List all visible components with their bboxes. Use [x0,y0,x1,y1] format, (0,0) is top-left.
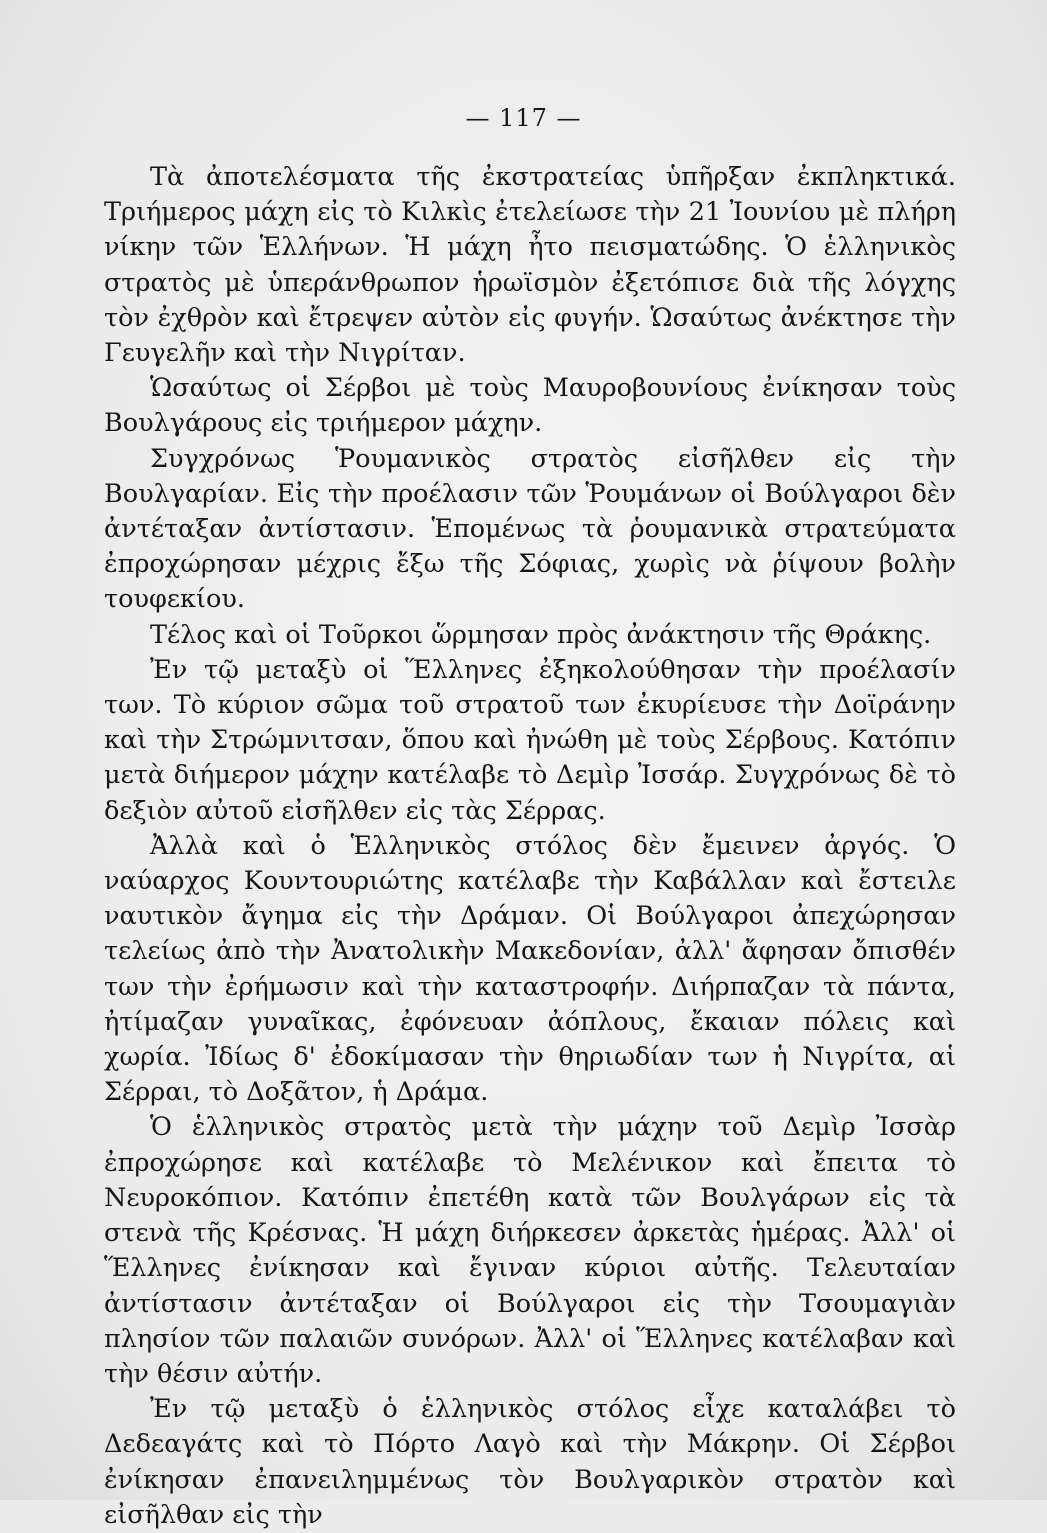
page-number: — 117 — [465,104,582,132]
paragraph-7: Ὁ ἑλληνικὸς στρατὸς μετὰ τὴν μάχην τοῦ Δεμὶρ Ἰσσὰρ ἐπροχώρησε καὶ κατέλαβε τὸ Μελένικον καὶ ἔπειτα τὸ Νευροκόπιον. Κατόπιν ἐπετέθη κατὰ τῶν Βουλγάρων εἰς τὰ στενὰ τῆς Κρέσνας. Ἡ μάχη διήρκεσεν ἀρκετὰς ἡμέρας. Ἀλλ' οἱ Ἕλληνες ἐνίκησαν καὶ ἔγιναν κύριοι αὐτῆς. Τελευταίαν ἀντίστασιν ἀντέταξαν οἱ Βούλγαροι εἰς τὴν Τσουμαγιὰν πλησίον τῶν παλαιῶν συνόρων. Ἀλλ' οἱ Ἕλληνες κατέλαβαν καὶ τὴν θέσιν αὐτήν. [104,1112,956,1389]
paragraph-3: Συγχρόνως Ῥουμανικὸς στρατὸς εἰσῆλθεν εἰς τὴν Βουλγαρίαν. Εἰς τὴν προέλασιν τῶν Ῥουμάνων οἱ Βούλγαροι δὲν ἀντέταξαν ἀντίστασιν. Ἑπομένως τὰ ῥουμανικὰ στρατεύματα ἐπροχώρησαν μέχρις ἔξω τῆς Σόφιας, χωρὶς νὰ ῥίψουν βολὴν τουφεκίου. [104,443,956,615]
paragraph-6: Ἀλλὰ καὶ ὁ Ἑλληνικὸς στόλος δὲν ἔμεινεν ἀργός. Ὁ ναύαρχος Κουντουριώτης κατέλαβε τὴν Καβάλλαν καὶ ἔστειλε ναυτικὸν ἄγημα εἰς τὴν Δράμαν. Οἱ Βούλγαροι ἀπεχώρησαν τελείως ἀπὸ τὴν Ἀνατολικὴν Μακεδονίαν, ἀλλ' ἄφησαν ὄπισθέν των τὴν ἐρήμωσιν καὶ τὴν καταστροφήν. Διήρπαζαν τὰ πάντα, ἠτίμαζαν γυναῖκας, ἐφόνευαν ἀόπλους, ἔκαιαν πόλεις καὶ χωρία. Ἰδίως δ' ἐδοκίμασαν τὴν θηριωδίαν των ἡ Νιγρίτα, αἱ Σέρραι, τὸ Δοξᾶτον, ἡ Δράμα. [104,830,956,1108]
paragraph-8: Ἐν τῷ μεταξὺ ὁ ἑλληνικὸς στόλος εἶχε καταλάβει τὸ Δεδεαγάτς καὶ τὸ Πόρτο Λαγὸ καὶ τὴν Μάκρην. Οἱ Σέρβοι ἐνίκησαν ἐπανειλημμένως τὸν Βουλγαρικὸν στρατὸν καὶ εἰσῆλθαν εἰς τὴν [104,1394,956,1530]
body-text [104,160,956,1533]
paragraph-1: Τὰ ἀποτελέσματα τῆς ἐκστρατείας ὑπῆρξαν ἐκπληκτικά. Τριήμερος μάχη εἰς τὸ Κιλκὶς ἐτελείωσε τὴν 21 Ἰουνίου μὲ πλήρη νίκην τῶν Ἑλλήνων. Ἡ μάχη ἦτο πεισματώδης. Ὁ ἑλληνικὸς στρατὸς μὲ ὑπεράνθρωπον ἡρωϊσμὸν ἐξετόπισε διὰ τῆς λόγχης τὸν ἐχθρὸν καὶ ἔτρεψεν αὐτὸν εἰς φυγήν. Ὡσαύτως ἀνέκτησε τὴν Γευγελῆν καὶ τὴν Νιγρίταν. [104,162,956,369]
paragraph-2: Ὡσαύτως οἱ Σέρβοι μὲ τοὺς Μαυροβουνίους ἐνίκησαν τοὺς Βουλγάρους εἰς τριήμερον μάχην. [104,373,956,439]
paragraph-5: Ἐν τῷ μεταξὺ οἱ Ἕλληνες ἐξηκολούθησαν τὴν προέλασίν των. Τὸ κύριον σῶμα τοῦ στρατοῦ των ἐκυρίευσε τὴν Δοϊράνην καὶ τὴν Στρώμνιτσαν, ὅπου καὶ ἠνώθη μὲ τοὺς Σέρβους. Κατόπιν μετὰ διήμερον μάχην κατέλαβε τὸ Δεμὶρ Ἰσσάρ. Συγχρόνως δὲ τὸ δεξιὸν αὐτοῦ εἰσῆλθεν εἰς τὰς Σέρρας. [104,654,956,826]
paragraph-4: Τέλος καὶ οἱ Τοῦρκοι ὥρμησαν πρὸς ἀνάκτησιν τῆς Θράκης. [150,619,932,650]
